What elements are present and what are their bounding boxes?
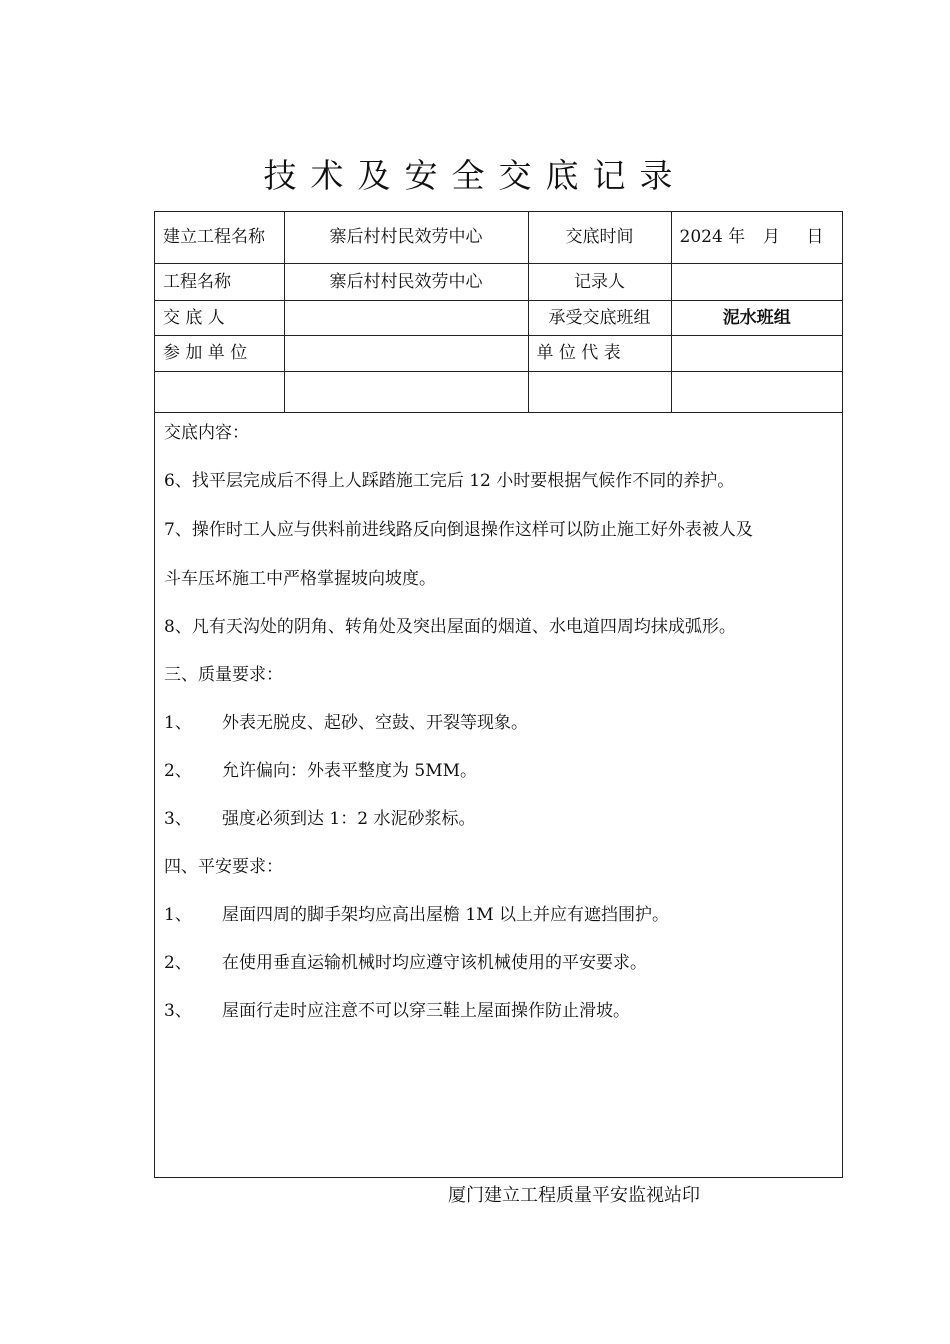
section-quality: 三、质量要求： bbox=[164, 665, 283, 685]
date-year: 2024 年 bbox=[679, 227, 746, 248]
label-receiving-team: 承受交底班组 bbox=[528, 300, 671, 335]
section-safety: 四、平安要求： bbox=[164, 857, 283, 877]
item-number: 1、 bbox=[164, 905, 192, 925]
value-participating-unit bbox=[284, 335, 528, 371]
issuer-footer: 厦门建立工程质量平安监视站印 bbox=[448, 1185, 700, 1206]
label-project-build: 建立工程名称 bbox=[155, 212, 284, 263]
label-recorder: 记录人 bbox=[528, 263, 671, 300]
empty-cell bbox=[284, 371, 528, 412]
quality-item bbox=[164, 804, 475, 829]
content-line: 6、找平层完成后不得上人踩踏施工完后 12 小时要根据气候作不同的养护。 bbox=[164, 471, 735, 491]
value-recorder bbox=[671, 263, 842, 300]
item-text: 外表无脱皮、起砂、空鼓、开裂等现象。 bbox=[222, 713, 528, 733]
header-table bbox=[155, 212, 842, 413]
header-row bbox=[155, 212, 842, 263]
date-day: 日 bbox=[806, 227, 824, 248]
item-text: 屋面四周的脚手架均应高出屋檐 1M 以上并应有遮挡围护。 bbox=[222, 905, 670, 925]
label-unit-representative: 单 位 代 表 bbox=[528, 335, 671, 371]
item-text: 强度必须到达 1：2 水泥砂浆标。 bbox=[222, 809, 476, 829]
empty-cell bbox=[155, 371, 284, 412]
content-heading: 交底内容： bbox=[164, 423, 249, 443]
item-text: 在使用垂直运输机械时均应遵守该机械使用的平安要求。 bbox=[222, 953, 647, 973]
item-number: 2、 bbox=[164, 953, 192, 973]
header-row bbox=[155, 300, 842, 335]
header-row-empty bbox=[155, 371, 842, 412]
item-number: 3、 bbox=[164, 809, 192, 829]
value-project-name: 寨后村村民效劳中心 bbox=[284, 263, 528, 300]
item-number: 3、 bbox=[164, 1001, 192, 1021]
content-line: 7、操作时工人应与供料前进线路反向倒退操作这样可以防止施工好外表被人及 bbox=[164, 520, 753, 540]
header-row bbox=[155, 263, 842, 300]
value-discloser bbox=[284, 300, 528, 335]
quality-item bbox=[164, 708, 528, 733]
item-number: 1、 bbox=[164, 713, 192, 733]
value-unit-representative bbox=[671, 335, 842, 371]
item-text: 允许偏向：外表平整度为 5MM。 bbox=[222, 761, 478, 781]
safety-item bbox=[164, 900, 669, 925]
label-project-name: 工程名称 bbox=[155, 263, 284, 300]
document-title: 技术及安全交底记录 bbox=[263, 156, 687, 195]
value-receiving-team: 泥水班组 bbox=[671, 300, 842, 335]
item-text: 屋面行走时应注意不可以穿三鞋上屋面操作防止滑坡。 bbox=[222, 1001, 630, 1021]
quality-item bbox=[164, 756, 477, 781]
value-disclosure-time bbox=[671, 212, 842, 263]
empty-cell bbox=[528, 371, 671, 412]
safety-item bbox=[164, 996, 630, 1021]
label-disclosure-time: 交底时间 bbox=[528, 212, 671, 263]
empty-cell bbox=[671, 371, 842, 412]
date-month: 月 bbox=[763, 227, 780, 248]
label-participating-unit: 参 加 单 位 bbox=[155, 335, 284, 371]
content-line: 斗车压坏施工中严格掌握坡向坡度。 bbox=[164, 569, 436, 589]
record-form bbox=[154, 211, 843, 1178]
header-row bbox=[155, 335, 842, 371]
value-project-build: 寨后村村民效劳中心 bbox=[284, 212, 528, 263]
item-number: 2、 bbox=[164, 761, 192, 781]
content-line: 8、凡有天沟处的阴角、转角处及突出屋面的烟道、水电道四周均抹成弧形。 bbox=[164, 617, 736, 637]
safety-item bbox=[164, 948, 647, 973]
label-discloser: 交 底 人 bbox=[155, 300, 284, 335]
